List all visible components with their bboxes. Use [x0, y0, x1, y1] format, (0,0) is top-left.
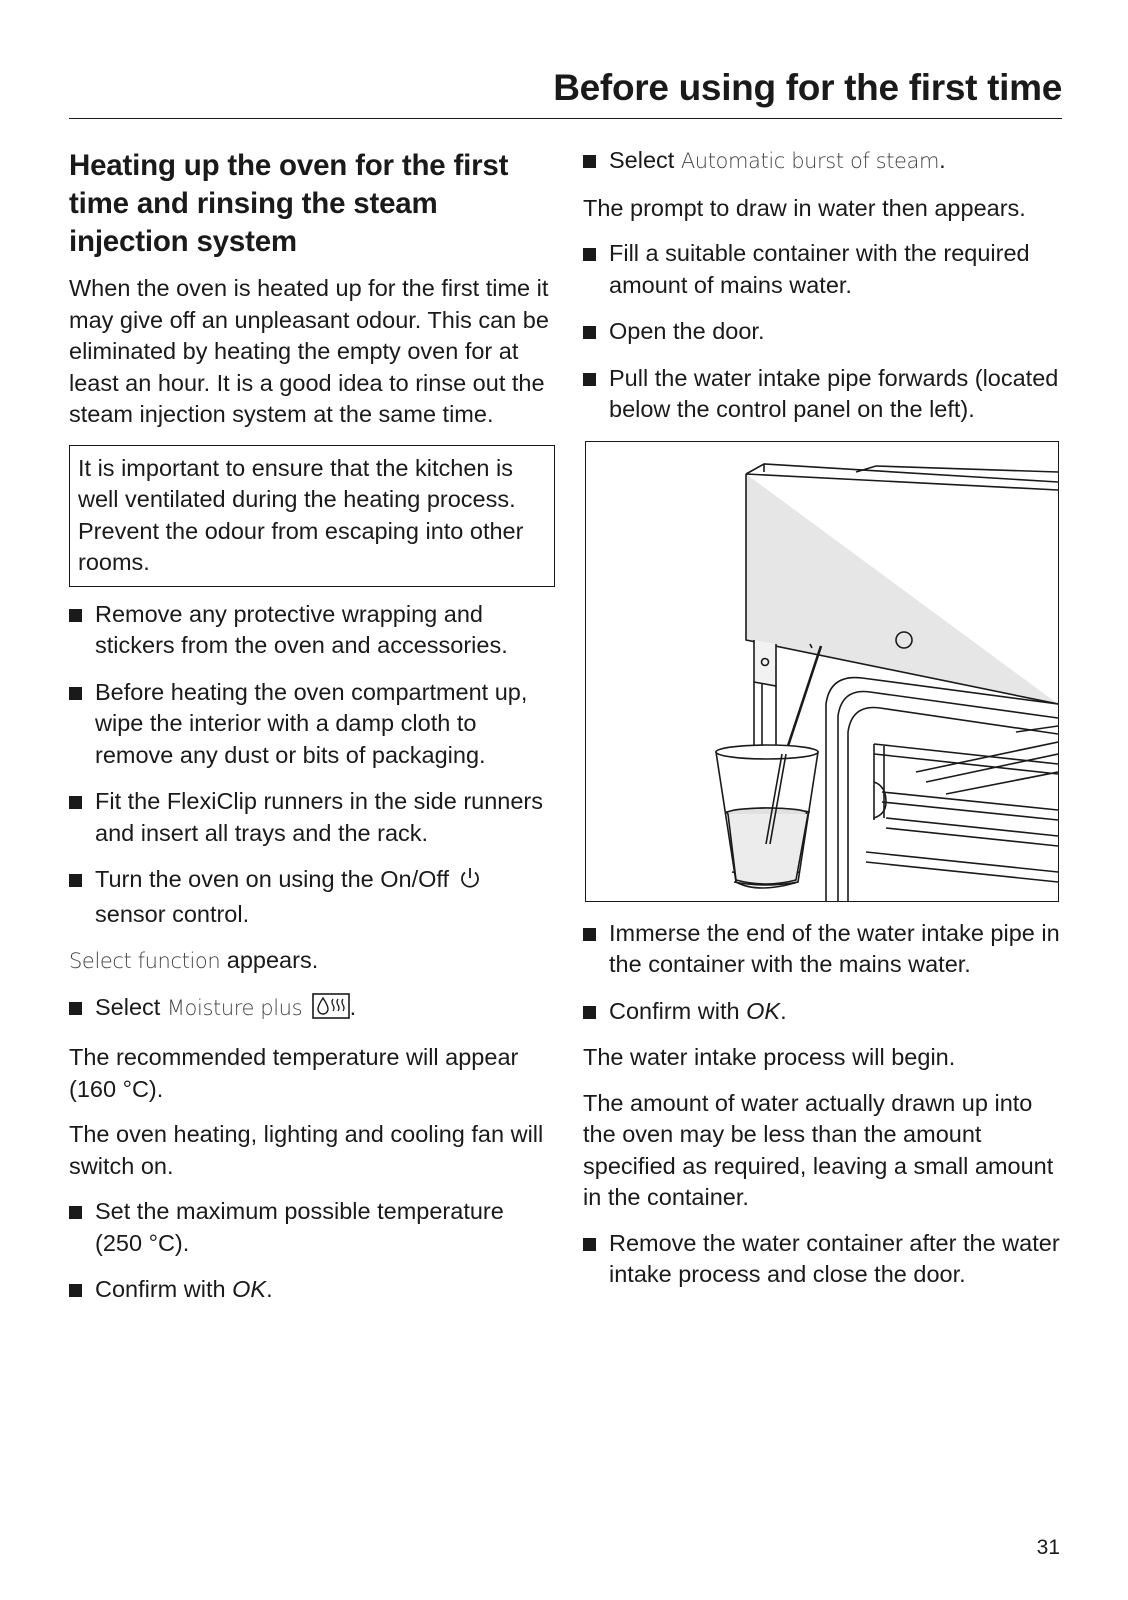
note-line-odour: Prevent the odour from escaping into other rooms.	[78, 517, 524, 575]
fan-switch-on-text: The oven heating, lighting and cooling fan will switch on.	[69, 1121, 544, 1179]
list-item	[583, 363, 1063, 426]
left-step-list-3	[69, 1196, 555, 1306]
display-select-function: Select function	[69, 949, 221, 973]
moisture-plus-icon	[312, 993, 350, 1028]
step-confirm-prefix: Confirm with	[95, 1276, 233, 1302]
page-title: Before using for the first time	[553, 67, 1062, 108]
water-amount-text: The amount of water actually drawn up into the oven may be less than the amount specified as required, leaving a small amount in the container.	[583, 1089, 1054, 1210]
step-select-steam-prefix: Select	[609, 147, 681, 173]
note-line-ventilation: It is important to ensure that the kitchen is well ventilated during the heating process.	[78, 454, 516, 512]
section-title: Heating up the oven for the first time and rinsing the steam injection system	[69, 149, 509, 258]
list-item	[583, 996, 1063, 1028]
list-item	[69, 1196, 555, 1259]
ok-label: OK	[746, 997, 781, 1024]
square-bullet-icon	[69, 874, 82, 887]
step-immerse-pipe: Immerse the end of the water intake pipe in the container with the mains water.	[609, 919, 1060, 977]
right-column	[583, 145, 1063, 1306]
step-remove-container: Remove the water container after the water intake process and close the door.	[609, 1229, 1060, 1287]
ok-label: OK	[232, 1276, 267, 1302]
list-item	[69, 786, 555, 849]
right-step-list-3	[583, 918, 1063, 1028]
recommended-temperature-text: The recommended temperature will appear (160 °C).	[69, 1044, 519, 1102]
step-wipe-interior: Before heating the oven compartment up, wipe the interior with a damp cloth to remove any dust or bits of packaging.	[95, 678, 528, 768]
list-item	[583, 238, 1063, 301]
list-item	[583, 145, 1063, 178]
list-item	[69, 992, 555, 1028]
ventilation-note-box	[69, 445, 555, 587]
left-step-list	[69, 599, 555, 931]
select-function-text	[69, 945, 555, 978]
step-fill-container: Fill a suitable container with the required amount of mains water.	[609, 240, 1030, 298]
display-moisture-plus: Moisture plus	[166, 995, 303, 1020]
list-item	[583, 918, 1063, 981]
step-confirm-prefix: Confirm with	[609, 997, 747, 1024]
step-remove-wrapping: Remove any protective wrapping and stickers from the oven and accessories.	[95, 600, 508, 658]
step-confirm-suffix: .	[266, 1276, 273, 1302]
square-bullet-icon	[583, 1238, 596, 1251]
prompt-text: The prompt to draw in water then appears.	[583, 194, 1026, 221]
list-item	[69, 677, 555, 772]
square-bullet-icon	[69, 796, 82, 809]
step-select-suffix: .	[349, 993, 357, 1020]
right-step-list-2	[583, 238, 1063, 426]
list-item	[69, 864, 555, 930]
select-function-suffix: appears.	[220, 947, 319, 973]
page-number: 31	[1036, 1536, 1060, 1559]
step-open-door: Open the door.	[609, 318, 765, 344]
square-bullet-icon	[69, 1206, 82, 1219]
right-step-list	[583, 145, 1063, 178]
list-item	[583, 316, 1063, 348]
left-step-list-2	[69, 992, 555, 1028]
step-pull-pipe: Pull the water intake pipe forwards (located below the control panel on the left).	[609, 364, 1059, 422]
square-bullet-icon	[69, 687, 82, 700]
list-item	[69, 1274, 555, 1306]
list-item	[583, 1228, 1063, 1291]
intro-paragraph: When the oven is heated up for the first time it may give off an unpleasant odour. This can be eliminated by heating the empty oven for at least an hour. It is a good idea to rinse out the steam injection system at the same time.	[69, 275, 549, 427]
step-confirm-suffix: .	[780, 997, 787, 1024]
square-bullet-icon	[583, 155, 596, 168]
square-bullet-icon	[583, 373, 596, 386]
step-fit-runners: Fit the FlexiClip runners in the side runners and insert all trays and the rack.	[95, 788, 544, 846]
list-item	[69, 599, 555, 662]
water-intake-begin-text: The water intake process will begin.	[583, 1044, 956, 1070]
square-bullet-icon	[583, 928, 596, 941]
square-bullet-icon	[69, 1284, 82, 1297]
square-bullet-icon	[583, 326, 596, 339]
step-select-steam-suffix: .	[939, 147, 946, 173]
water-intake-illustration	[585, 441, 1059, 902]
square-bullet-icon	[69, 609, 82, 622]
step-select-prefix: Select	[95, 993, 167, 1020]
square-bullet-icon	[583, 248, 596, 261]
step-turn-on-text: Turn the oven on using the On/Off	[95, 866, 450, 892]
step-turn-on-suffix: sensor control.	[95, 900, 250, 927]
right-step-list-4	[583, 1228, 1063, 1291]
left-column	[69, 143, 555, 1321]
power-icon	[459, 866, 481, 899]
square-bullet-icon	[583, 1006, 596, 1019]
step-set-max-temp: Set the maximum possible temperature (250 °C).	[95, 1198, 504, 1256]
display-automatic-burst-of-steam: Automatic burst of steam	[680, 149, 940, 173]
square-bullet-icon	[69, 1002, 82, 1015]
page-header	[69, 62, 1062, 119]
